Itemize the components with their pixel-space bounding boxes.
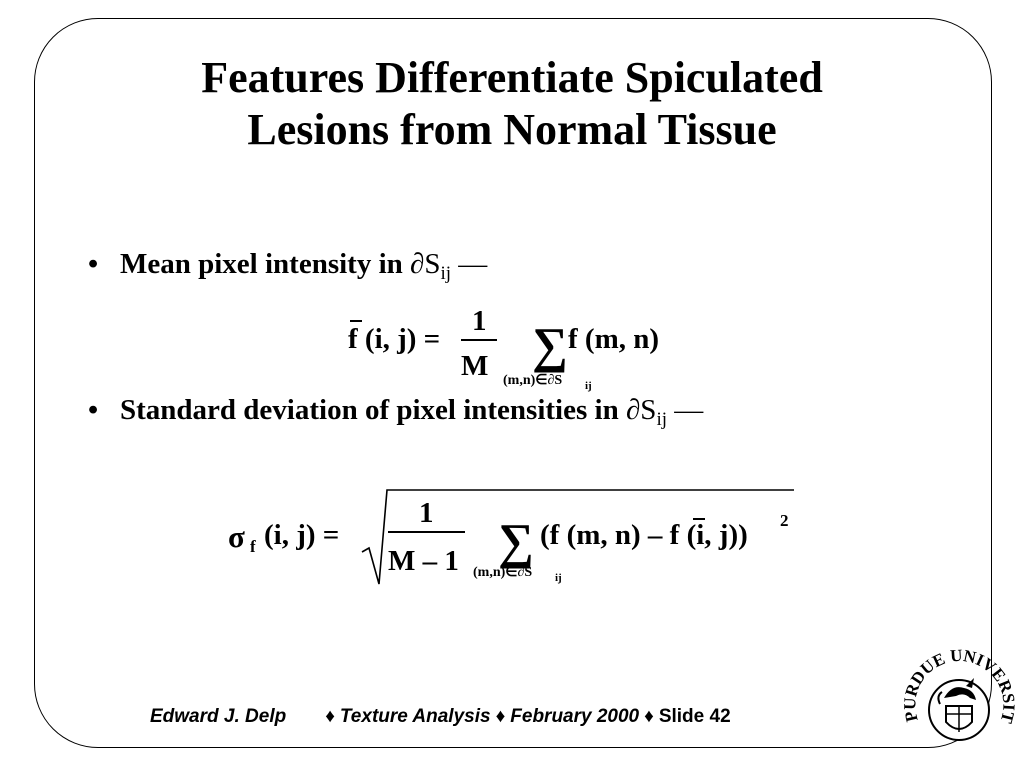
slide-footer [150,706,731,728]
footer-slide-number: Slide 42 [658,706,731,727]
mean-lhs: f (i, j) = [348,323,441,355]
bullet-marker: • [88,394,99,426]
mean-equation [340,300,700,400]
bullet-text: Mean pixel intensity in [120,248,411,280]
mean-numerator: 1 [472,305,487,337]
boundary-symbol: ∂S [625,394,657,426]
mean-sum-index-sub: ij [585,380,592,392]
stddev-numerator: 1 [419,497,434,529]
mean-summand: f (m, n) [568,323,660,355]
diamond-icon: ♦ [644,706,654,727]
bullet-dash: — [451,248,488,280]
boundary-subscript: ij [656,409,667,430]
slide-title [0,52,1024,156]
bullet-marker: • [88,248,99,280]
boundary-symbol: ∂S [410,248,441,280]
bullet-text: Standard deviation of pixel intensities in [120,394,626,426]
stddev-sum-index: (m,n)∈∂S [473,565,533,580]
stddev-exponent: 2 [780,511,789,530]
mean-sum-symbol: ∑ [532,317,568,373]
purdue-seal-icon [900,648,1018,766]
stddev-sum-symbol: ∑ [498,513,534,569]
sigma-symbol: σ [228,519,245,554]
footer-author: Edward J. Delp [150,706,287,727]
mean-sum-index: (m,n)∈∂S [503,373,563,388]
title-line-2: Lesions from Normal Tissue [247,105,777,154]
mean-denominator: M [461,350,489,382]
diamond-icon: ♦ [495,706,506,727]
footer-date: February 2000 [510,706,640,727]
stddev-denominator: M – 1 [388,545,459,577]
footer-course: Texture Analysis [339,706,491,727]
bullet-std-deviation [88,394,703,431]
logo-text: PURDUE UNIVERSIT [900,648,1018,726]
sigma-subscript: f [250,537,256,556]
boundary-subscript: ij [440,263,452,284]
title-line-1: Features Differentiate Spiculated [201,53,823,102]
stddev-equation [222,482,812,597]
stddev-lhs-args: (i, j) = [264,519,340,551]
bullet-dash: — [667,394,704,426]
bullet-mean-intensity [88,248,487,285]
stddev-summand: (f (m, n) – f (i, j)) [540,519,748,551]
diamond-icon: ♦ [325,706,335,727]
stddev-sum-index-sub: ij [555,572,562,584]
